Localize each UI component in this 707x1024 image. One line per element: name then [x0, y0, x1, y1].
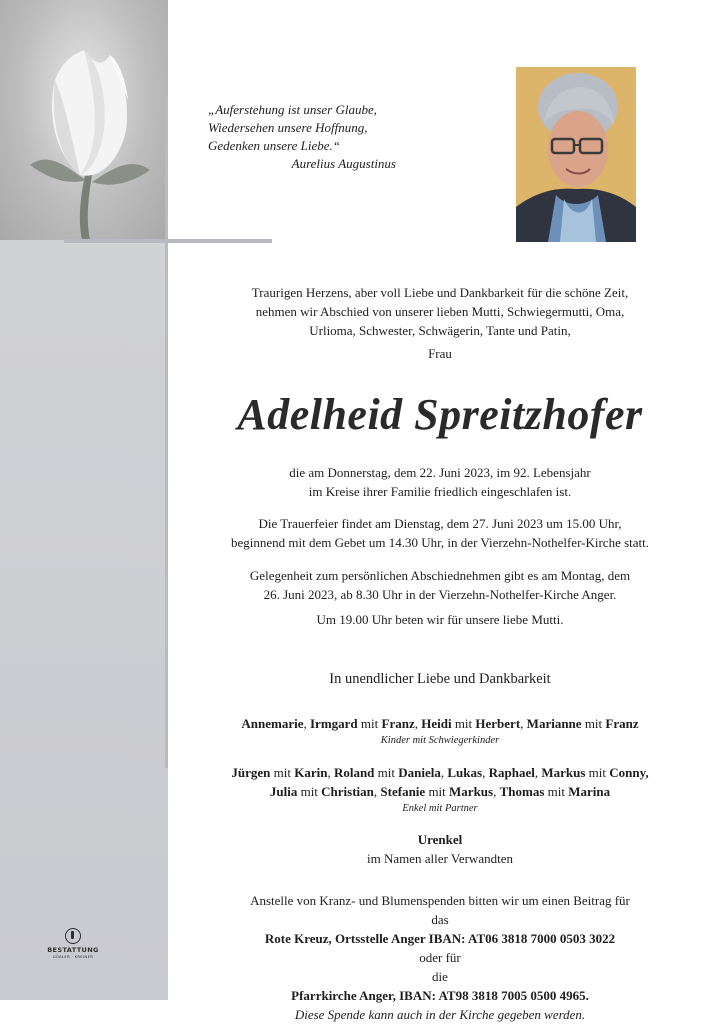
- quote-author: Aurelius Augustinus: [291, 156, 396, 171]
- children-list: [180, 714, 700, 749]
- family-name: Markus: [541, 765, 586, 780]
- name-joiner: ,: [493, 784, 500, 799]
- white-rose-image: [0, 0, 168, 240]
- name-joiner: mit: [357, 716, 382, 731]
- family-name: Franz: [381, 716, 415, 731]
- name-joiner: mit: [297, 784, 322, 799]
- family-name: Stefanie: [380, 784, 426, 799]
- prayer-info: Um 19.00 Uhr beten wir für unsere liebe Mutti.: [316, 612, 564, 627]
- death-notice: [180, 463, 700, 501]
- donation-iban-parish: Pfarrkirche Anger, IBAN: AT98 3818 7005 0500 4965.: [291, 988, 589, 1003]
- family-name: Raphael: [488, 765, 535, 780]
- intro-text: [180, 283, 700, 340]
- family-name: Irmgard: [309, 716, 358, 731]
- love-gratitude-line: In unendlicher Liebe und Dankbarkeit: [329, 671, 551, 687]
- deceased-portrait: [516, 67, 636, 242]
- family-name: Annemarie: [241, 716, 304, 731]
- name-joiner: mit: [581, 716, 606, 731]
- family-name: Roland: [333, 765, 375, 780]
- great-grandchildren-label: Urenkel: [417, 832, 463, 847]
- family-name: Conny,: [609, 765, 649, 780]
- children-note: Kinder mit Schwiegerkinder: [380, 735, 500, 746]
- death-line: die am Donnerstag, dem 22. Juni 2023, im 92. Lebensjahr: [289, 465, 591, 480]
- intro-line: Traurigen Herzens, aber voll Liebe und Dankbarkeit für die schöne Zeit,: [251, 285, 629, 300]
- relatives-line: im Namen aller Verwandten: [367, 851, 513, 866]
- family-name: Thomas: [499, 784, 545, 799]
- grandchildren-list: [180, 763, 700, 817]
- name-joiner: ,: [373, 784, 381, 799]
- family-name: Markus: [449, 784, 494, 799]
- family-name: Julia: [269, 784, 298, 799]
- family-name: Daniela: [398, 765, 441, 780]
- family-name: Lukas: [447, 765, 483, 780]
- quote-line: „Auferstehung ist unser Glaube,: [208, 102, 377, 117]
- visitation-line: 26. Juni 2023, ab 8.30 Uhr in der Vierzehn-Nothelfer-Kirche Anger.: [263, 587, 617, 602]
- grandchildren-note: Enkel mit Partner: [402, 803, 478, 814]
- death-line: im Kreise ihrer Familie friedlich eingeschlafen ist.: [308, 484, 572, 499]
- funeral-service-info: [180, 514, 700, 552]
- family-name: Heidi: [421, 716, 452, 731]
- donation-iban-red-cross: Rote Kreuz, Ortsstelle Anger IBAN: AT06 3818 7000 0503 3022: [264, 931, 616, 946]
- visitation-line: Gelegenheit zum persönlichen Abschiednehmen gibt es am Montag, dem: [249, 568, 631, 583]
- family-name: Franz: [605, 716, 639, 731]
- memorial-quote: [208, 101, 448, 173]
- donation-line-3: [180, 967, 700, 1005]
- family-name: Karin: [294, 765, 328, 780]
- cross-horizontal-bar: [64, 239, 272, 243]
- intro-line: nehmen wir Abschied von unserer lieben Mutti, Schwiegermutti, Oma,: [255, 304, 625, 319]
- family-name: Marianne: [526, 716, 582, 731]
- donation-line-4: Diese Spende kann auch in der Kirche gegeben werden.: [294, 1007, 586, 1022]
- name-joiner: ,: [520, 716, 527, 731]
- family-name: Christian: [321, 784, 374, 799]
- cross-vertical-bar: [165, 96, 168, 768]
- name-joiner: ,: [534, 765, 542, 780]
- family-name: Marina: [568, 784, 611, 799]
- logo-subtitle: GÖßLER · KREINER: [52, 954, 94, 959]
- donation-text: oder für: [419, 950, 461, 965]
- name-joiner: ,: [414, 716, 422, 731]
- name-joiner: ,: [303, 716, 310, 731]
- service-line: Die Trauerfeier findet am Dienstag, dem 27. Juni 2023 um 15.00 Uhr,: [258, 516, 622, 531]
- logo-name: BESTATTUNG: [47, 946, 99, 954]
- great-grandchildren-block: [180, 830, 700, 868]
- deceased-name: Adelheid Spreitzhofer: [237, 390, 643, 439]
- name-joiner: mit: [544, 784, 569, 799]
- name-joiner: mit: [585, 765, 610, 780]
- name-joiner: mit: [374, 765, 399, 780]
- donation-text: das: [431, 912, 449, 927]
- donation-line-1: Anstelle von Kranz- und Blumenspenden bitten wir um einen Beitrag für: [250, 893, 630, 908]
- service-line: beginnend mit dem Gebet um 14.30 Uhr, in der Vierzehn-Nothelfer-Kirche statt.: [230, 535, 650, 550]
- funeral-home-logo: [40, 928, 106, 959]
- grandchildren-names-line-1: [180, 763, 700, 782]
- name-joiner: mit: [425, 784, 450, 799]
- family-name: Jürgen: [231, 765, 271, 780]
- grandchildren-names-line-2: [180, 782, 700, 801]
- name-joiner: mit: [451, 716, 476, 731]
- intro-line: Urlioma, Schwester, Schwägerin, Tante und Patin,: [309, 323, 571, 338]
- donation-text: die: [432, 969, 448, 984]
- name-joiner: ,: [482, 765, 489, 780]
- donation-line-2: [180, 910, 700, 967]
- children-names: [180, 714, 700, 733]
- candle-icon: [65, 928, 81, 944]
- visitation-info: [180, 566, 700, 604]
- quote-line: Gedenken unsere Liebe.“: [208, 138, 341, 153]
- family-name: Herbert: [475, 716, 521, 731]
- name-joiner: mit: [270, 765, 295, 780]
- quote-line: Wiedersehen unsere Hoffnung,: [208, 120, 368, 135]
- name-joiner: ,: [327, 765, 334, 780]
- salutation: Frau: [428, 346, 452, 361]
- donation-request: [180, 891, 700, 1024]
- name-joiner: ,: [440, 765, 448, 780]
